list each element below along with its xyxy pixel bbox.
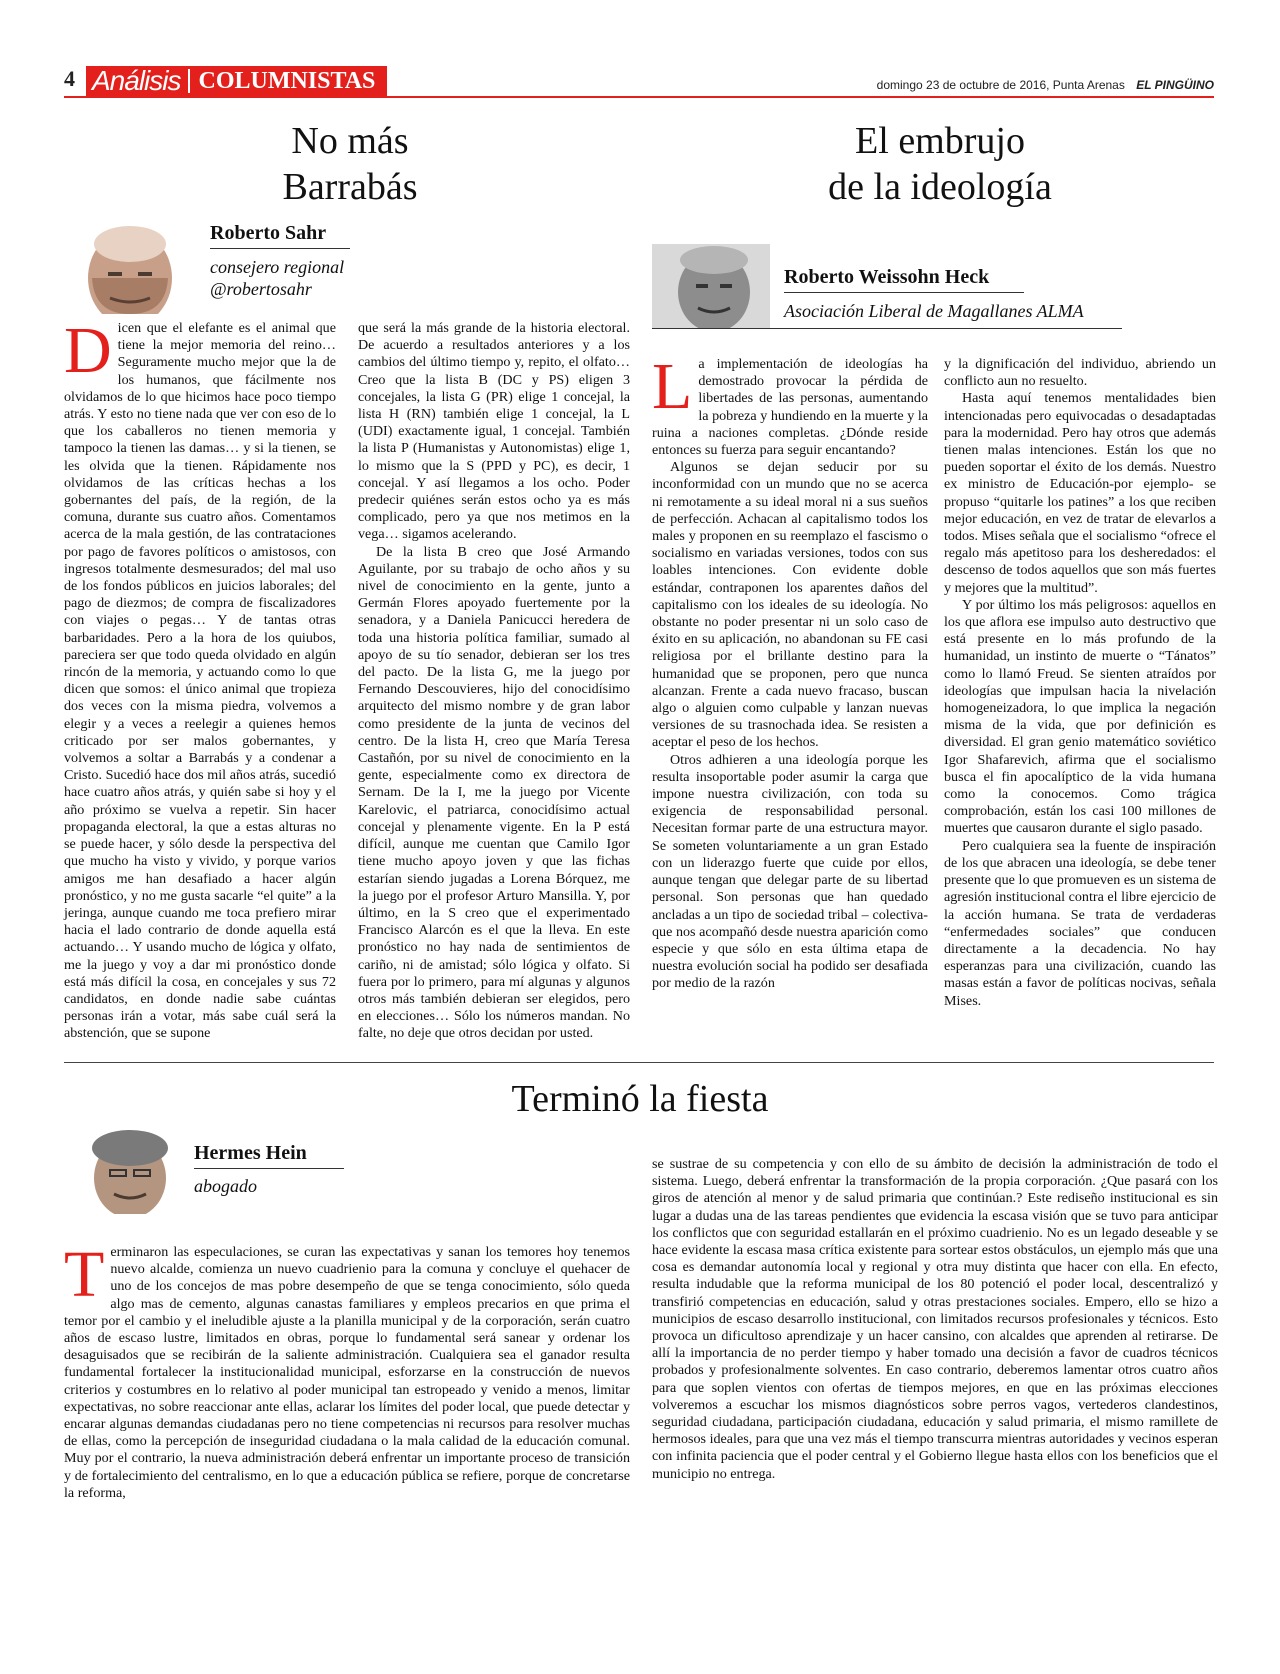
author-role: abogado [194, 1176, 257, 1196]
dropcap: L [652, 350, 693, 423]
article-2-column-1: La implementación de ideologías ha demostrado provocar la pérdida de libertades de las personas, aumentando la pobreza y hundiendo en la muerte y la ruina a naciones completas. ¿Dónde reside entonces su fuerza para seguir encantando? Algunos se dejan seducir por su inconformidad con un mundo que no se acerca ni remotamente a su ideal moral ni a sus sueños de perfección. Achacan al capitalismo todos los males y proponen en su reemplazo el fascismo o socialismo en variadas versiones, todos con sus loables intenciones. Con evidente doble estándar, contraponen los aparentes daños del capitalismo con los ideales de su ideología. No obstante no poder presentar ni un solo caso de éxito en su aplicación, no abandonan su FE casi religiosa por el brillante destino para la humanidad que se proponen, pero que nunca alcanzan. Frente a cada nuevo fracaso, buscan algo o alguien como culpable y lanzan nuevas versiones de su trasnochada idea. Se resisten a aceptar el peso de los hechos. Otros adhieren a una ideología porque les resulta insoportable poder asumir la carga que impone nuestra civilización, con toda su exigencia de responsabilidad personal. Necesitan formar parte de una estructura mayor. Se someten voluntariamente a un gran Estado con un liderazgo fuerte que cuide por ellos, aunque tengan que delegar parte de su libertad personal. Son personas que han quedado ancladas a un tipo de sociedad tribal – colectiva- que nos acompañó desde nuestra aparición como especie y que sólo en esta última etapa de nuestra evolución social ha podido ser desafiada por medio de la razón [652, 350, 928, 992]
article-1-column-2: que será la más grande de la historia electoral. De acuerdo a resultados anteriores y a los cambios del último tiempo y, repito, el olfato… Creo que la lista B (DC y PS) eligen 3 concejales, la lista G (PR) elige 1 concejal, la lista H (RN) también elige 1 concejal, la L (UDI) exactamente igual, 1 concejal. También la lista P (Humanistas y Autonomistas) elige 1, lo mismo que la S (PPD y PC), es decir, 1 concejal. Y así llegamos a los ocho. Poder predecir quiénes serán estos ocho ya es más complicado, pero ya que nos metimos en la vega… sigamos acelerando. De la lista B creo que José Armando Aguilante, por su trabajo de ocho años y su nivel de conocimiento en la gente, junto a Germán Flores apoyado fuertemente por la senadora, y a Daniela Panicucci heredera de toda una historia política familiar, sumado al apoyo de su tío senador, debieran ser los tres del pacto. De la lista G, me la juego por Fernando Descouvieres, hijo del conocidísimo arquitecto del mismo nombre y de gran labor como presidente de la junta de vecinos del centro. De la lista H, creo que María Teresa Castañón, por su nivel de conocimiento en la gente, especialmente como ex directora de Sernam. De la I, me la juego por Vicente Karelovic, el patriarca, conocidísimo actual concejal y plenamente vigente. En la P está difícil, aunque me cuentan que Camilo Igor tiene mucho apoyo joven y que las fichas estarían siendo jugadas a Lorena Bórquez, me la juego por el profesor Arturo Mansilla. Y, por último, en la S creo que el experimentado Francisco Alarcón es el que la lleva. En este pronóstico no hay nada de sentimientos de cariño, ni de amistad; sólo lógica y olfato. Si fuera por lo primero, para mí algunas y algunos otros más también debieran ser elegidos, pero en elecciones… Sólo los números mandan. No falte, no deje que otros decidan por usted. [358, 320, 630, 1042]
dropcap: D [64, 314, 112, 387]
author-photo-roberto-weissohn [652, 244, 770, 328]
section-divider-line [64, 1062, 1214, 1063]
section-banner [86, 66, 387, 96]
article-1-column-1: Dicen que el elefante es el animal que tiene la mejor memoria del reino… Seguramente mucho mejor que la de los humanos, que fácilmente nos olvidamos de lo que hicimos hace poco tiempo atrás. Y esto no tiene nada que ver con eso de lo que los caballeros no tienen memoria y tampoco la tienen las damas… y si la tienen, se les olvida que la tienen. Rápidamente nos olvidamos de las críticas hechas a los gobernantes del país, de la región, de la comuna, durante sus cuatro años. Comentamos acerca de la mala gestión, de las contrataciones por pago de favores políticos o amistosos, con ingresos totalmente desmesurados; del mal uso de los fondos públicos en juicios laborales; del pago de diezmos; de compra de fiscalizadores con viajes o pegas… Y de tantas otras barbaridades. Pero a la hora de los quiubos, pareciera ser que todo queda olvidado en algún rincón de la memoria, y actuando como lo que dicen que somos: el único animal que tropieza dos veces con la misma piedra, volvemos a elegir y a veces a reelegir a quienes hemos criticado por ser malos gobernantes, y volvemos a soltar a Barrabás y a condenar a Cristo. Sucedió hace dos mil años atrás, sucedió hace cuatro años atrás, y quién sabe si hoy y el año próximo se vuelva a repetir. Sin hacer propaganda electoral, la que a estas alturas no se puede hacer, y sólo desde la perspectiva del que mucho ha visto y vivido, y porque varios amigos me han desafiado a hacer algún pronóstico, y no me gusta sacarle “el quite” a la jeringa, aunque cuando me toca prefiero mirar hacia el lado contrario de donde aquella está actuando… Y usando mucho de lógica y olfato, me la juego y voy a dar mi pronóstico donde está más difícil la cosa, en concejales y sus 72 candidatos, en donde nadie sabe cuántas personas irán a votar, más sabe cuál será la abstención, que se supone [64, 314, 336, 1042]
author-name: Roberto Sahr [210, 222, 327, 244]
section-analisis: Análisis [92, 65, 181, 96]
section-divider [188, 69, 190, 93]
article-1-title: No más Barrabás [282, 120, 418, 208]
author-name: Roberto Weissohn Heck [784, 266, 990, 288]
header-rule [64, 96, 1214, 98]
article-3-title: Terminó la fiesta [511, 1078, 769, 1120]
article-2-column-2: y la dignificación del individuo, abriendo un conflicto aun no resuelto. Hasta aquí tenemos mentalidades bien intencionadas pero equivocadas o desadaptadas para la modernidad. Pero hay otros que además tienen malas intenciones. Están los que no pueden soportar el éxito de los demás. Nuestro ex ministro de Educación-por ejemplo- se propuso “quitarle los patines” a los que reciben mejor educación, en vez de tratar de elevarlos a todos. Mises señala que el socialismo “ofrece el regalo más apetitoso para los desheredados: el descenso de todos aquellos que son más fuertes y mejores que la multitud”. Y por último los más peligrosos: aquellos en los que aflora ese impulso auto destructivo que está presente en lo más profundo de la humanidad, un instinto de muerte o “Tánatos” como lo llamó Freud. Se sienten atraídos por ideologías que impulsan hacia la nivelación homogeneizadora, lo que implica la negación misma de la vida, que por definición es diversidad. El gran genio matemático soviético Igor Shafarevich, afirma que el socialismo busca el fin apocalíptico de la vida humana como la conocemos. Como trágica comprobación, están los casi 100 millones de muertes que causaron durante el siglo pasado. Pero cualquiera sea la fuente de inspiración de los que abracen una ideología, se debe tener presente que lo que promueven es un sistema de agresión institucional contra el libre ejercicio de la acción humana. Se trata de verdaderas “enfermedades sociales” que conducen directamente a la decadencia. No hay esperanzas para una civilización, cuando las masas están a favor de políticas nocivas, señala Mises. [944, 356, 1216, 1009]
section-columnistas: COLUMNISTAS [198, 67, 376, 94]
author-photo-hermes-hein [78, 1128, 182, 1214]
author-photo-roberto-sahr [64, 218, 192, 314]
article-2-title: El embrujo de la ideología [828, 120, 1052, 208]
author-role: consejero regional @robertosahr [210, 257, 345, 299]
article-3-column-1: Terminaron las especulaciones, se curan las expectativas y sanan los temores hoy tenemos nuevo alcalde, comienza un nuevo cuadrienio para la comuna y concluye el quehacer de uno de los concejos de mas pobre desempeño de que se tenga conocimiento, sólo queda algo mas de cemento, algunas canastas familiares y empleos precarios en que prima el temor por el cambio y el ineludible ajuste a la planilla municipal y de la corporación, serán cuatro años de escaso lustre, limitados en obras, porque lo fundamental será sanear y ordenar los desaguisados que se recibirán de la saliente administración. Cualquiera sea el ganador resulta fundamental fortalecer la institucionalidad municipal, esforzarse en la construcción de nuevos criterios y costumbres en lo relativo al poder municipal tan estropeado y venido a menos, limitar expectativas, no sobre reaccionar ante ellas, aclarar los límites del poder local, que puede detectar y encarar algunas demandas ciudadanas pero no tiene competencias ni recursos para resolver muchas de ellas, como la percepción de inseguridad ciudadana o la mala calidad de la educación comunal. Muy por el contrario, la nueva administración deberá enfrentar un importante proceso de transición y de fortalecimiento del centralismo, en lo que a educación pública se refiere, porque de concretarse la reforma, [64, 1238, 630, 1501]
author-rule [784, 292, 1024, 293]
author-role: Asociación Liberal de Magallanes ALMA [784, 301, 1084, 321]
author-rule [194, 1168, 344, 1169]
page-header [64, 66, 1214, 100]
author-rule-bottom [652, 328, 1122, 329]
page-number: 4 [64, 66, 75, 91]
newspaper-logo: EL PINGÜINO [1136, 78, 1214, 92]
article-3-column-2: se sustrae de su competencia y con ello de su ámbito de decisión la administración de todo el sistema. Luego, deberá enfrentar la transformación de la propia corporación. ¿Que pasará con los giros de atención al menor y de salud primaria que continúan.? Este rediseño institucional es sin lugar a dudas una de las tareas pendientes que evidencia la escasa visión que se tuvo para anticipar los conflictos que con seguridad estallarán en el próximo cuadrienio. No es un legado deseable y se hace evidente la escasa masa crítica existente para sortear estos obstáculos, un ejemplo más que una cosa es demandar autonomía local y regional y otra muy distinta que hacer con ella. En efecto, resulta indudable que la reforma municipal de los 80 potenció el poder local, descentralizó y transfirió competencias en educación, salud y otras prestaciones sociales. Empero, ello se hizo a municipios de escaso desarrollo institucional, con limitados recursos profesionales y técnicos. Esto provoca un dificultoso aprendizaje y un hacer cansino, con alcaldes que aprenden al retirarse. De allí la importancia de no perder tiempo y haber tomado una decisión a favor de cuadros técnicos probados y profesionalmente solventes. En caso contrario, deberemos lamentar otros cuatro años para que soplen vientos con ofertas de tiempos mejores, en que en las próximas elecciones volveremos a escuchar los mismos diagnósticos sobre perros vagos, vertederos clandestinos, seguridad ciudadana, participación ciudadana, educación y salud primaria, el mismo ramillete de hermosos ideales, para que una vez más el tiempo transcurra mientras autoridades y vecinos esperan con infinita paciencia que el poder central y el Gobierno llegue hasta ellos con los beneficios que el municipio no entrega. [652, 1156, 1218, 1482]
dateline: domingo 23 de octubre de 2016, Punta Arenas [876, 78, 1125, 92]
dropcap: T [64, 1238, 105, 1311]
author-name: Hermes Hein [194, 1142, 307, 1164]
author-rule [210, 248, 350, 249]
dateline-block [877, 78, 1214, 92]
